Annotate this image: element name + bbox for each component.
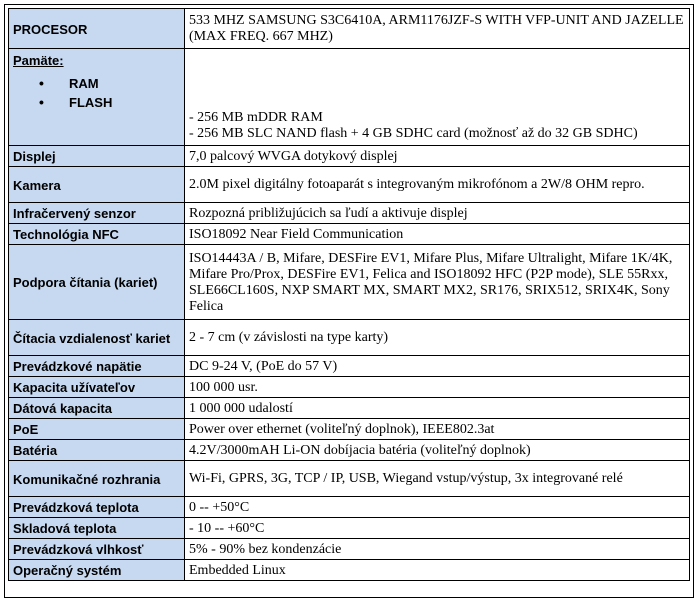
row-value-memory (185, 49, 690, 146)
table-row (9, 224, 690, 245)
table-row (9, 167, 690, 203)
row-value: ISO14443A / B, Mifare, DESFire EV1, Mifare Plus, Mifare Ultralight, Mifare 1K/4K, Mifare Pro/Prox, DESFire EV1, Felica and ISO18092 HFC (P2P mode), SLE 55Rxx, SLE66CL160S, NXP SMART MX, SMART MX2, SR176, SRIX512, SRIX4K, Sony Felica (185, 245, 690, 320)
row-value: 5% - 90% bez kondenzácie (185, 539, 690, 560)
row-label: Operačný systém (9, 560, 185, 581)
table-row (9, 146, 690, 167)
row-value: 2.0M pixel digitálny fotoaparát s integrovaným mikrofónom a 2W/8 OHM repro. (185, 167, 690, 203)
row-value: 533 MHZ SAMSUNG S3C6410A, ARM1176JZF-S WITH VFP-UNIT AND JAZELLE (MAX FREQ. 667 MHZ) (185, 9, 690, 49)
row-label: Displej (9, 146, 185, 167)
table-row (9, 377, 690, 398)
spec-table-frame (4, 4, 694, 598)
table-row (9, 497, 690, 518)
table-row (9, 419, 690, 440)
row-value: 100 000 usr. (185, 377, 690, 398)
memory-title: Pamäte: (13, 53, 64, 68)
table-row (9, 461, 690, 497)
table-row (9, 539, 690, 560)
row-label: Komunikačné rozhrania (9, 461, 185, 497)
row-value: - 10 -- +60°C (185, 518, 690, 539)
table-row (9, 356, 690, 377)
row-label: Prevádzkové napätie (9, 356, 185, 377)
row-value: DC 9-24 V, (PoE do 57 V) (185, 356, 690, 377)
row-label: Batéria (9, 440, 185, 461)
row-label: PROCESOR (9, 9, 185, 49)
memory-ram-value: - 256 MB mDDR RAM (189, 110, 323, 125)
row-label-memory (9, 49, 185, 146)
table-row (9, 398, 690, 419)
table-row (9, 9, 690, 49)
memory-item-flash: • FLASH (39, 93, 180, 112)
row-label: Technológia NFC (9, 224, 185, 245)
row-label: Dátová kapacita (9, 398, 185, 419)
row-label: Skladová teplota (9, 518, 185, 539)
row-label: Čítacia vzdialenosť kariet (9, 320, 185, 356)
specifications-table (8, 8, 690, 581)
memory-flash-value: - 256 MB SLC NAND flash + 4 GB SDHC card (možnosť až do 32 GB SDHC) (189, 126, 638, 141)
table-row (9, 245, 690, 320)
table-row (9, 518, 690, 539)
row-value: Embedded Linux (185, 560, 690, 581)
row-value: 0 -- +50°C (185, 497, 690, 518)
row-value: Rozpozná približujúcich sa ľudí a aktivuje displej (185, 203, 690, 224)
row-value: 7,0 palcový WVGA dotykový displej (185, 146, 690, 167)
row-value: 1 000 000 udalostí (185, 398, 690, 419)
row-value: Wi-Fi, GPRS, 3G, TCP / IP, USB, Wiegand vstup/výstup, 3x integrované relé (185, 461, 690, 497)
row-label: Podpora čítania (kariet) (9, 245, 185, 320)
row-label: Kamera (9, 167, 185, 203)
row-label: Prevádzková vlhkosť (9, 539, 185, 560)
table-row (9, 440, 690, 461)
table-row (9, 49, 690, 146)
row-label: Infračervený senzor (9, 203, 185, 224)
table-row (9, 203, 690, 224)
memory-list (13, 74, 180, 112)
row-label: Prevádzková teplota (9, 497, 185, 518)
table-row (9, 320, 690, 356)
row-value: 4.2V/3000mAH Li-ON dobíjacia batéria (voliteľný doplnok) (185, 440, 690, 461)
row-value: ISO18092 Near Field Communication (185, 224, 690, 245)
memory-item-ram: • RAM (39, 74, 180, 93)
table-row (9, 560, 690, 581)
row-value: Power over ethernet (voliteľný doplnok), IEEE802.3at (185, 419, 690, 440)
row-value: 2 - 7 cm (v závislosti na type karty) (185, 320, 690, 356)
row-label: Kapacita užívateľov (9, 377, 185, 398)
row-label: PoE (9, 419, 185, 440)
